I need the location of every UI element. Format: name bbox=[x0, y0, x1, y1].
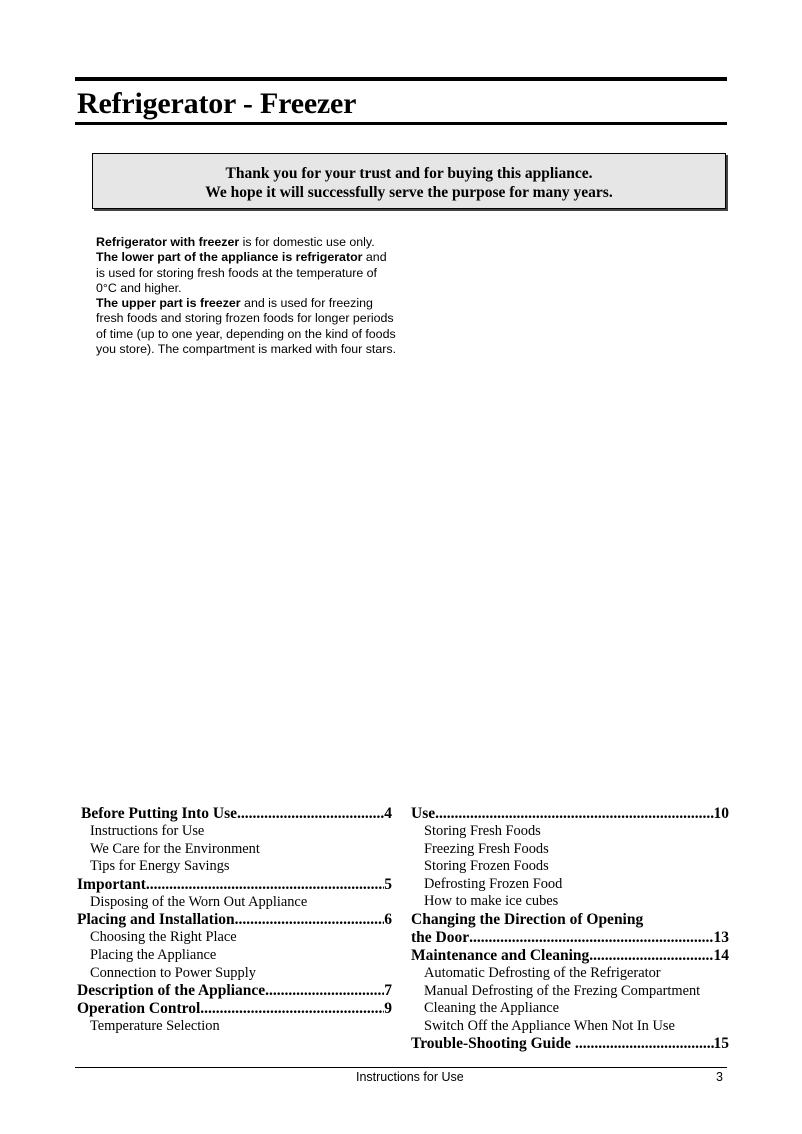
toc-page: 13 bbox=[713, 928, 729, 946]
toc-sub-item[interactable]: Storing Frozen Foods bbox=[424, 858, 549, 875]
toc-entry-trouble-shooting-guide[interactable] bbox=[411, 1035, 729, 1053]
toc-sub-item[interactable]: Automatic Defrosting of the Refrigerator bbox=[424, 964, 661, 981]
toc-sub-item[interactable]: Storing Fresh Foods bbox=[424, 823, 541, 839]
toc-sub-item[interactable]: Choosing the Right Place bbox=[90, 929, 237, 946]
toc-title: Use bbox=[411, 805, 436, 822]
toc-sub-item[interactable]: Cleaning the Appliance bbox=[424, 1000, 560, 1017]
thank-you-box bbox=[92, 153, 726, 209]
toc-entry-placing-and-installation[interactable] bbox=[77, 911, 392, 929]
toc-title: Maintenance and Cleaning bbox=[411, 946, 590, 964]
toc-sub-item[interactable]: Tips for Energy Savings bbox=[90, 858, 230, 875]
toc-title: Operation Control bbox=[77, 1000, 201, 1018]
toc-sub-item[interactable]: Temperature Selection bbox=[90, 1018, 220, 1035]
toc-sub-item[interactable]: Disposing of the Worn Out Appliance bbox=[90, 893, 308, 910]
toc-entry-changing-direction[interactable] bbox=[411, 929, 729, 947]
toc-entry-important[interactable] bbox=[77, 876, 392, 894]
toc-title: the Door bbox=[411, 928, 470, 946]
toc-sub-item[interactable]: We Care for the Environment bbox=[90, 840, 260, 857]
page-title: Refrigerator - Freezer bbox=[77, 87, 357, 120]
footer-label: Instructions for Use bbox=[356, 1070, 464, 1084]
toc-title: Placing and Installation bbox=[77, 911, 235, 929]
toc-sub-item[interactable]: Switch Off the Appliance When Not In Use bbox=[424, 1017, 675, 1034]
toc-page: 9 bbox=[384, 1000, 392, 1018]
intro-rest-2: and is used for storing fresh foods at the temperature of 0°C and higher. bbox=[96, 250, 387, 295]
toc-title: Important bbox=[77, 875, 146, 893]
intro-bold-1: Refrigerator with freezer bbox=[96, 235, 240, 249]
toc-right-column bbox=[411, 805, 729, 1053]
toc-title: Before Putting Into Use bbox=[81, 805, 237, 822]
toc-title: Trouble-Shooting Guide bbox=[411, 1035, 575, 1053]
toc-entry-use[interactable] bbox=[411, 805, 729, 823]
title-underline bbox=[75, 122, 727, 125]
intro-text bbox=[96, 235, 396, 357]
toc-page: 5 bbox=[384, 875, 392, 893]
toc-page: 4 bbox=[384, 805, 392, 822]
toc-sub-item[interactable]: Manual Defrosting of the Frezing Compartment bbox=[424, 982, 701, 999]
toc-sub-item[interactable]: Freezing Fresh Foods bbox=[424, 840, 549, 857]
toc-sub-item[interactable]: How to make ice cubes bbox=[424, 893, 559, 910]
toc-entry-maintenance-and-cleaning[interactable] bbox=[411, 947, 729, 965]
thank-you-line-1: Thank you for your trust and for buying this appliance. bbox=[225, 165, 593, 182]
footer-rule bbox=[75, 1067, 727, 1068]
toc-sub-item[interactable]: Defrosting Frozen Food bbox=[424, 875, 563, 892]
toc-page: 6 bbox=[384, 911, 392, 929]
intro-bold-2: The lower part of the appliance is refrigerator bbox=[96, 250, 363, 265]
intro-rest-1: is for domestic use only. bbox=[239, 235, 375, 249]
toc-sub-item[interactable]: Instructions for Use bbox=[90, 823, 205, 839]
toc-entry-before-putting-into-use[interactable] bbox=[77, 805, 392, 823]
toc-sub-item[interactable]: Connection to Power Supply bbox=[90, 964, 256, 981]
toc-page: 14 bbox=[713, 946, 729, 964]
intro-paragraph-3 bbox=[96, 296, 396, 357]
toc-title: Description of the Appliance bbox=[77, 982, 266, 1000]
intro-paragraph-2 bbox=[96, 250, 396, 296]
thank-you-line-2: We hope it will successfully serve the purpose for many years. bbox=[205, 184, 613, 201]
toc-left-column bbox=[77, 805, 392, 1036]
toc-entry-description-of-the-appliance[interactable] bbox=[77, 982, 392, 1000]
intro-paragraph-1 bbox=[96, 235, 396, 250]
toc-entry-changing-direction-line1[interactable]: Changing the Direction of Opening bbox=[411, 910, 644, 928]
footer-page-number: 3 bbox=[716, 1070, 723, 1084]
intro-bold-3: The upper part is freezer bbox=[96, 296, 241, 311]
top-rule bbox=[75, 77, 727, 81]
toc-page: 7 bbox=[384, 982, 392, 1000]
toc-entry-operation-control[interactable] bbox=[77, 1000, 392, 1018]
intro-rest-3: and is used for freezing fresh foods and storing frozen foods for longer periods of time (up to one year, depending on the kind of foods you store). The compartment is marked with four stars. bbox=[96, 296, 397, 357]
toc-sub-item[interactable]: Placing the Appliance bbox=[90, 946, 217, 963]
toc-page: 10 bbox=[713, 805, 729, 822]
toc-page: 15 bbox=[713, 1035, 729, 1053]
